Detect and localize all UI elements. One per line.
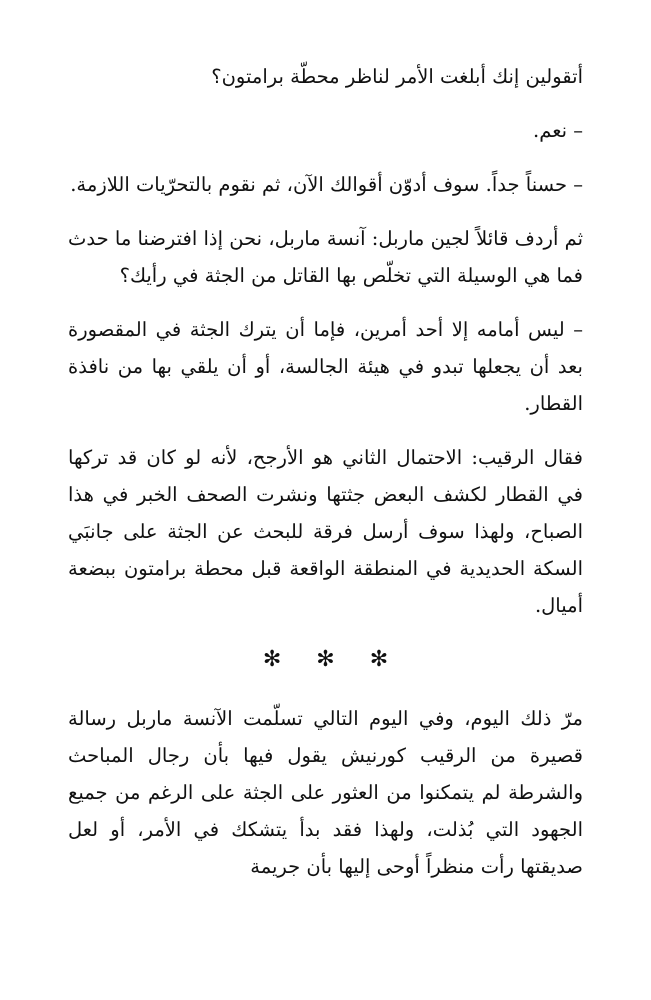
paragraph: ثم أردف قائلاً لجين ماربل: آنسة ماربل، نحن إذا افترضنا ما حدث فما هي الوسيلة التي تخلّص بها القاتل من الجثة في رأيك؟ bbox=[68, 227, 583, 287]
paragraph: مرّ ذلك اليوم، وفي اليوم التالي تسلّمت الآنسة ماربل رسالة قصيرة من الرقيب كورنيش يقول فيها بأن رجال المباحث والشرطة لم يتمكنوا من العثور على الجثة على الرغم من جميع الجهود التي بُذلت، ولهذا فقد بدأ يتشكك في الأمر، أو لعل صديقتها رأت منظراً أوحى إليها بأن جريمة bbox=[68, 707, 583, 878]
paragraph: – حسناً جداً. سوف أدوّن أقوالك الآن، ثم نقوم بالتحرّيات اللازمة. bbox=[70, 173, 583, 196]
paragraph: – ليس أمامه إلا أحد أمرين، فإما أن يترك الجثة في المقصورة بعد أن يجعلها تبدو في هيئة الجالسة، أو أن يلقي بها من نافذة القطار. bbox=[68, 318, 583, 415]
paragraph: فقال الرقيب: الاحتمال الثاني هو الأرجح، لأنه لو كان قد تركها في القطار لكشف البعض جثتها ونشرت الصحف الخبر في هذا الصباح، ولهذا سوف أرسل فرقة للبحث عن الجثة على جانبَي السكة الحديدية في المنطقة الواقعة قبل محطة برامتون ببضعة أميال. bbox=[68, 446, 583, 617]
paragraph: – نعم. bbox=[533, 119, 583, 142]
book-page bbox=[68, 58, 583, 902]
paragraph: أتقولين إنك أبلغت الأمر لناظر محطّة برامتون؟ bbox=[211, 65, 583, 88]
section-separator: ✻ ✻ ✻ bbox=[262, 647, 403, 672]
